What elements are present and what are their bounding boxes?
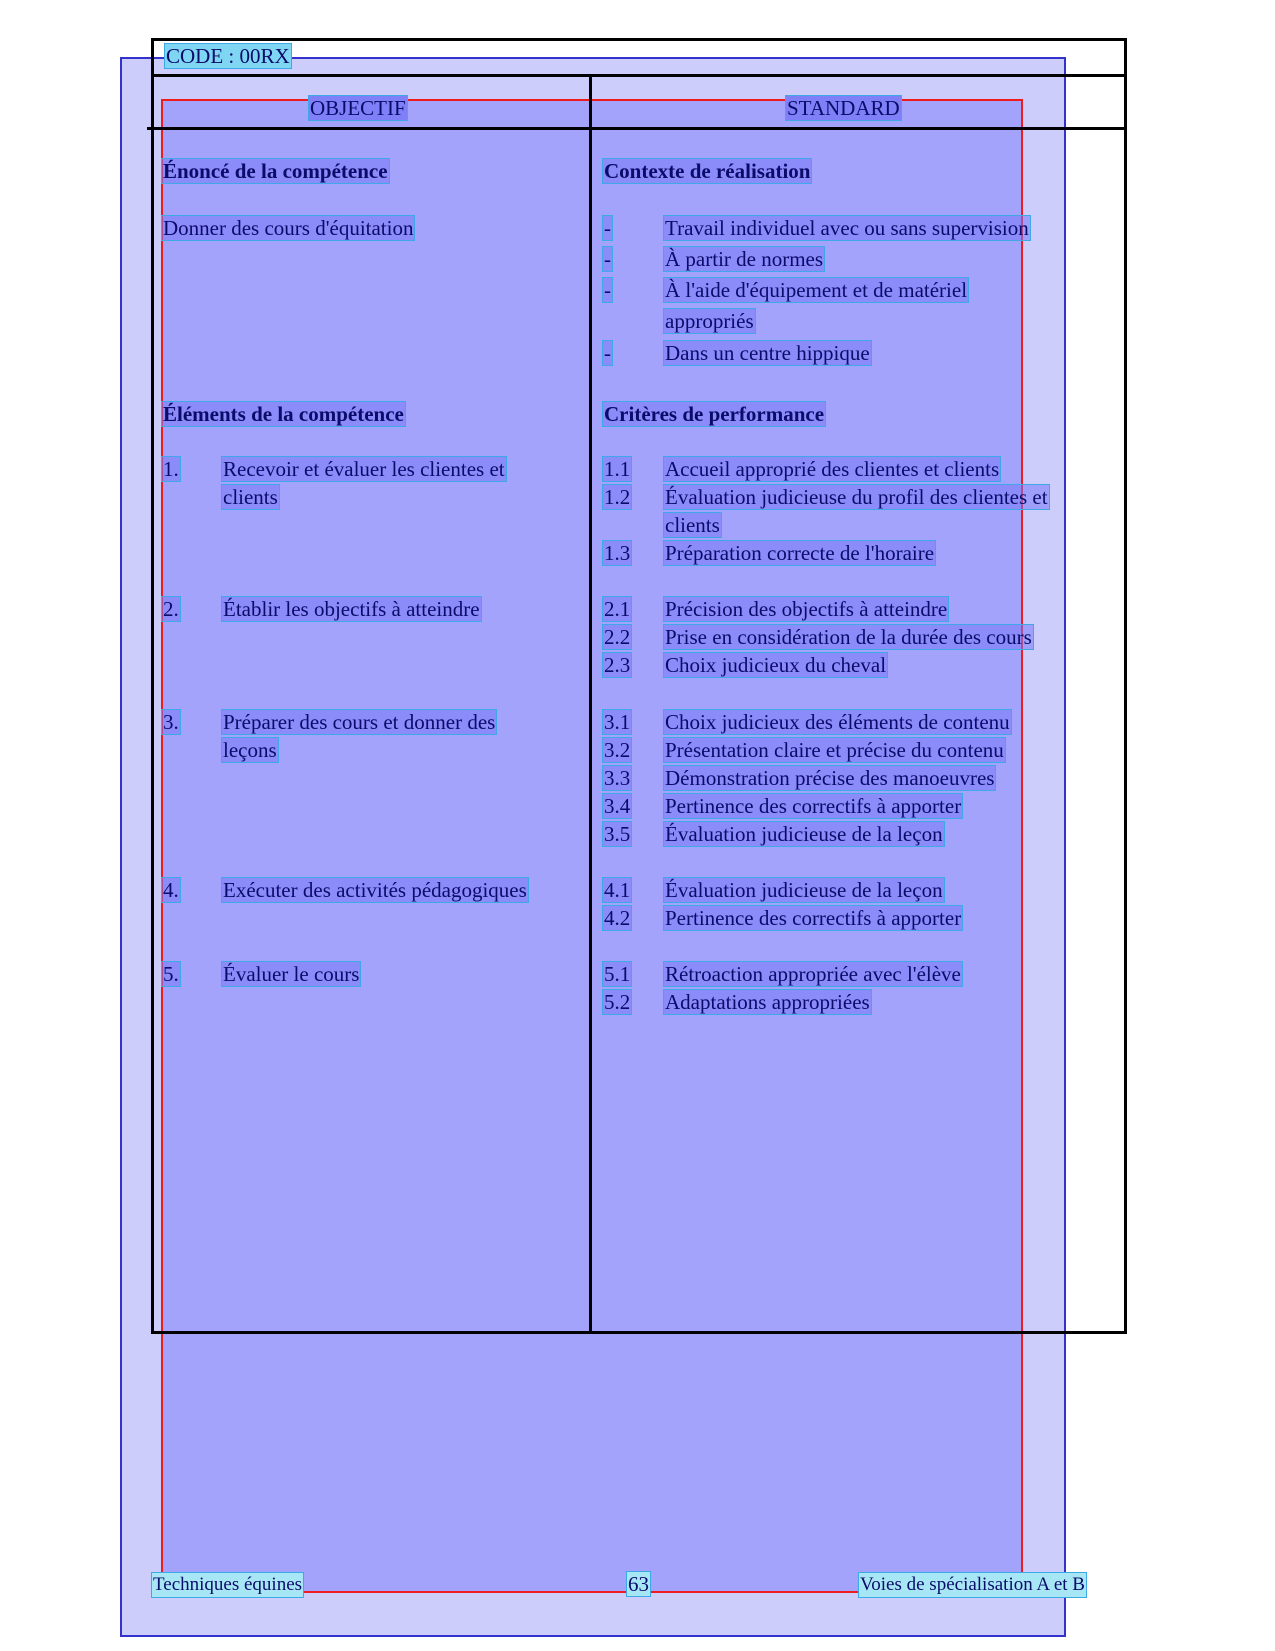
critere-number: 3.3 (604, 766, 631, 790)
element-text: Exécuter des activités pédagogiques (223, 878, 527, 902)
bullet-dash: - (604, 278, 611, 302)
header-divider (151, 74, 1127, 77)
critere-number: 1.1 (604, 457, 631, 481)
critere-text: Évaluation judicieuse de la leçon (665, 822, 943, 846)
footer-specialisation: Voies de spécialisation A et B (858, 1572, 1087, 1598)
critere-text: Démonstration précise des manoeuvres (665, 766, 995, 790)
element-text: Évaluer le cours (223, 962, 360, 986)
element-number: 5. (163, 962, 179, 986)
element-text: Préparer des cours et donner des (223, 710, 496, 734)
critere-number: 2.2 (604, 625, 631, 649)
footer-program: Techniques équines (151, 1572, 304, 1598)
elements-title: Éléments de la compétence (163, 402, 404, 426)
critere-number: 4.2 (604, 906, 631, 930)
element-text-line-2: clients (223, 485, 278, 509)
column-divider (589, 74, 592, 1332)
critere-text: Rétroaction appropriée avec l'élève (665, 962, 961, 986)
critere-text: Évaluation judicieuse de la leçon (665, 878, 943, 902)
enonce-text: Donner des cours d'équitation (163, 216, 414, 240)
column-header-divider (147, 127, 1127, 130)
element-number: 2. (163, 597, 179, 621)
contexte-text: Dans un centre hippique (665, 341, 870, 365)
enonce-title: Énoncé de la compétence (163, 159, 388, 183)
critere-number: 3.5 (604, 822, 631, 846)
critere-text: Présentation claire et précise du contenu (665, 738, 1004, 762)
contexte-text: À partir de normes (665, 247, 824, 271)
critere-number: 5.2 (604, 990, 631, 1014)
critere-number: 2.3 (604, 653, 631, 677)
critere-text: Choix judicieux des éléments de contenu (665, 710, 1010, 734)
element-text: Recevoir et évaluer les clientes et (223, 457, 505, 481)
critere-text: Pertinence des correctifs à apporter (665, 794, 962, 818)
critere-text: Adaptations appropriées (665, 990, 870, 1014)
critere-text: Évaluation judicieuse du profil des clientes et (665, 485, 1048, 509)
bullet-dash: - (604, 247, 611, 271)
critere-text: Pertinence des correctifs à apporter (665, 906, 962, 930)
contexte-text-line-2: appropriés (665, 309, 754, 333)
code-label: CODE : 00RX (166, 44, 290, 68)
critere-number: 3.4 (604, 794, 631, 818)
criteres-title: Critères de performance (604, 402, 825, 426)
critere-text: Préparation correcte de l'horaire (665, 541, 935, 565)
element-text: Établir les objectifs à atteindre (223, 597, 480, 621)
contexte-title: Contexte de réalisation (604, 159, 811, 183)
element-number: 4. (163, 878, 179, 902)
critere-number: 3.1 (604, 710, 631, 734)
critere-text: Accueil approprié des clientes et clients (665, 457, 1000, 481)
bullet-dash: - (604, 341, 611, 365)
bullet-dash: - (604, 216, 611, 240)
critere-number: 2.1 (604, 597, 631, 621)
page-number: 63 (628, 1572, 649, 1596)
critere-text-line-2: clients (665, 513, 720, 537)
element-number: 3. (163, 710, 179, 734)
critere-number: 1.3 (604, 541, 631, 565)
critere-text: Précision des objectifs à atteindre (665, 597, 948, 621)
element-number: 1. (163, 457, 179, 481)
critere-number: 5.1 (604, 962, 631, 986)
critere-number: 3.2 (604, 738, 631, 762)
critere-number: 4.1 (604, 878, 631, 902)
objective-column-header: OBJECTIF (310, 96, 406, 120)
critere-text: Prise en considération de la durée des cours (665, 625, 1032, 649)
contexte-text: Travail individuel avec ou sans supervision (665, 216, 1029, 240)
critere-text: Choix judicieux du cheval (665, 653, 887, 677)
element-text-line-2: leçons (223, 738, 277, 762)
critere-number: 1.2 (604, 485, 631, 509)
contexte-text: À l'aide d'équipement et de matériel (665, 278, 968, 302)
standard-column-header: STANDARD (787, 96, 900, 120)
